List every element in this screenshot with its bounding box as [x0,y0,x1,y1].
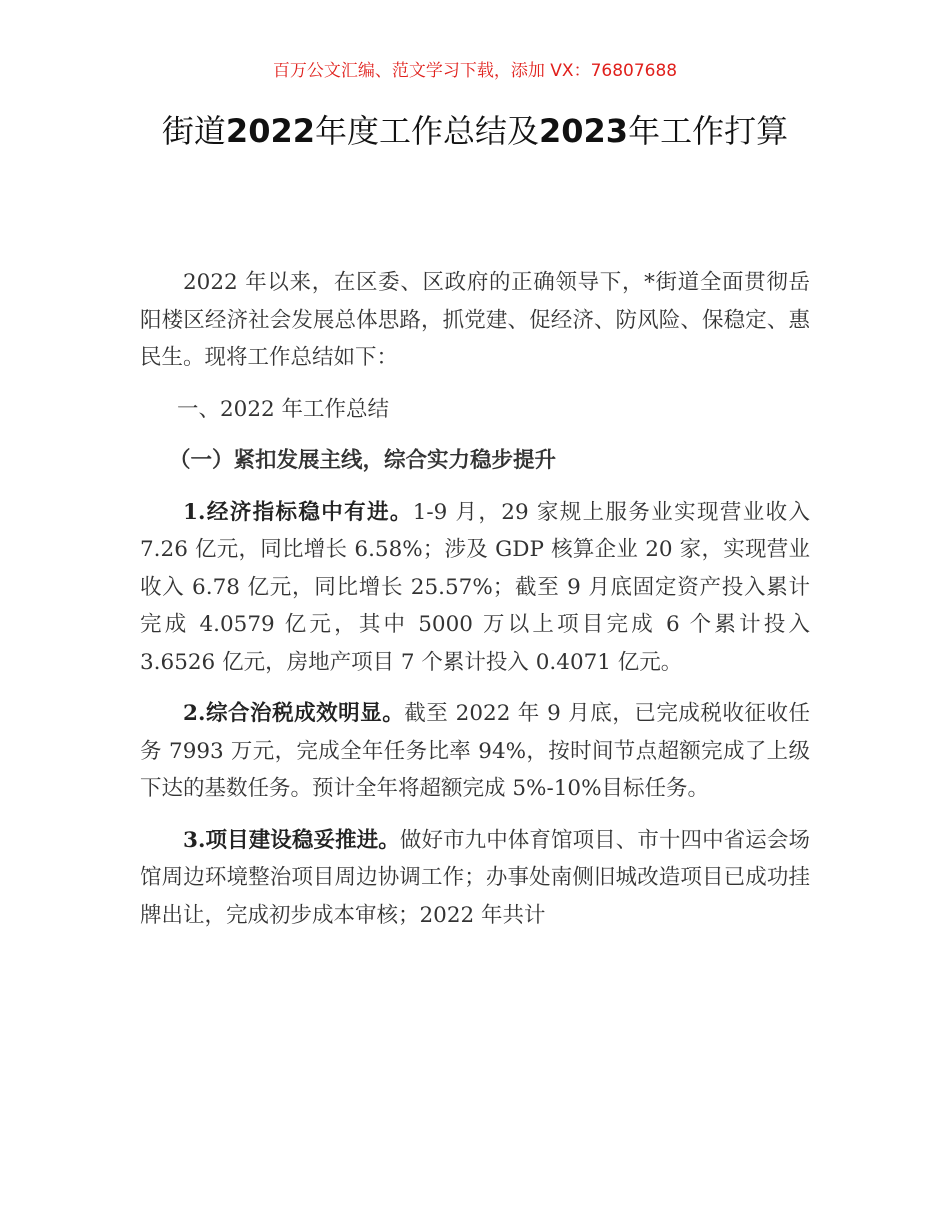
document-title [140,108,810,154]
title-part: 年工作打算 [628,112,789,150]
item-paragraph [140,822,810,935]
item-paragraph [140,494,810,682]
watermark-banner: 百万公文汇编、范文学习下载，添加 VX：76807688 [272,61,678,81]
item-lead: 1.经济指标稳中有进。 [183,499,413,525]
section-heading: 一、2022 年工作总结 [177,396,390,422]
item-lead: 3.项目建设稳妥推进。 [183,827,400,853]
item-paragraph [140,695,810,808]
item-text: 1-9 月，29 家规上服务业实现营业收入 7.26 亿元，同比增长 6.58%；涉及 GDP 核算企业 20 家，实现营业收入 6.78 亿元，同比增长 25.57%；截至 9 月底固定资产投入累计完成 4.0579 亿元，其中 5000 万以上项目完成 6 个累计投入 3.6526 亿元，房地产项目 7 个累计投入 0.4071 亿元。 [140,499,810,675]
item-lead: 2.综合治税成效明显。 [183,701,405,726]
intro-paragraph: 2022 年以来，在区委、区政府的正确领导下，*街道全面贯彻岳阳楼区经济社会发展总体思路，抓党建、促经济、防风险、保稳定、惠民生。现将工作总结如下： [140,270,810,370]
title-year: 2023 [539,112,629,150]
title-part: 街道 [161,112,226,150]
title-year: 2022 [225,112,315,150]
subsection-heading: （一）紧扣发展主线，综合实力稳步提升 [169,448,557,473]
title-part: 年度工作总结及 [314,112,539,150]
item-text: 截至 2022 年 9 月底，已完成税收征收任务 7993 万元，完成全年任务比率 94%，按时间节点超额完成了上级下达的基数任务。预计全年将超额完成 5%-10%目标任务。 [140,701,810,801]
item-text: 做好市九中体育馆项目、市十四中省运会场馆周边环境整治项目周边协调工作；办事处南侧旧城改造项目已成功挂牌出让，完成初步成本审核；2022 年共计 [140,827,810,928]
document-body [140,264,810,948]
